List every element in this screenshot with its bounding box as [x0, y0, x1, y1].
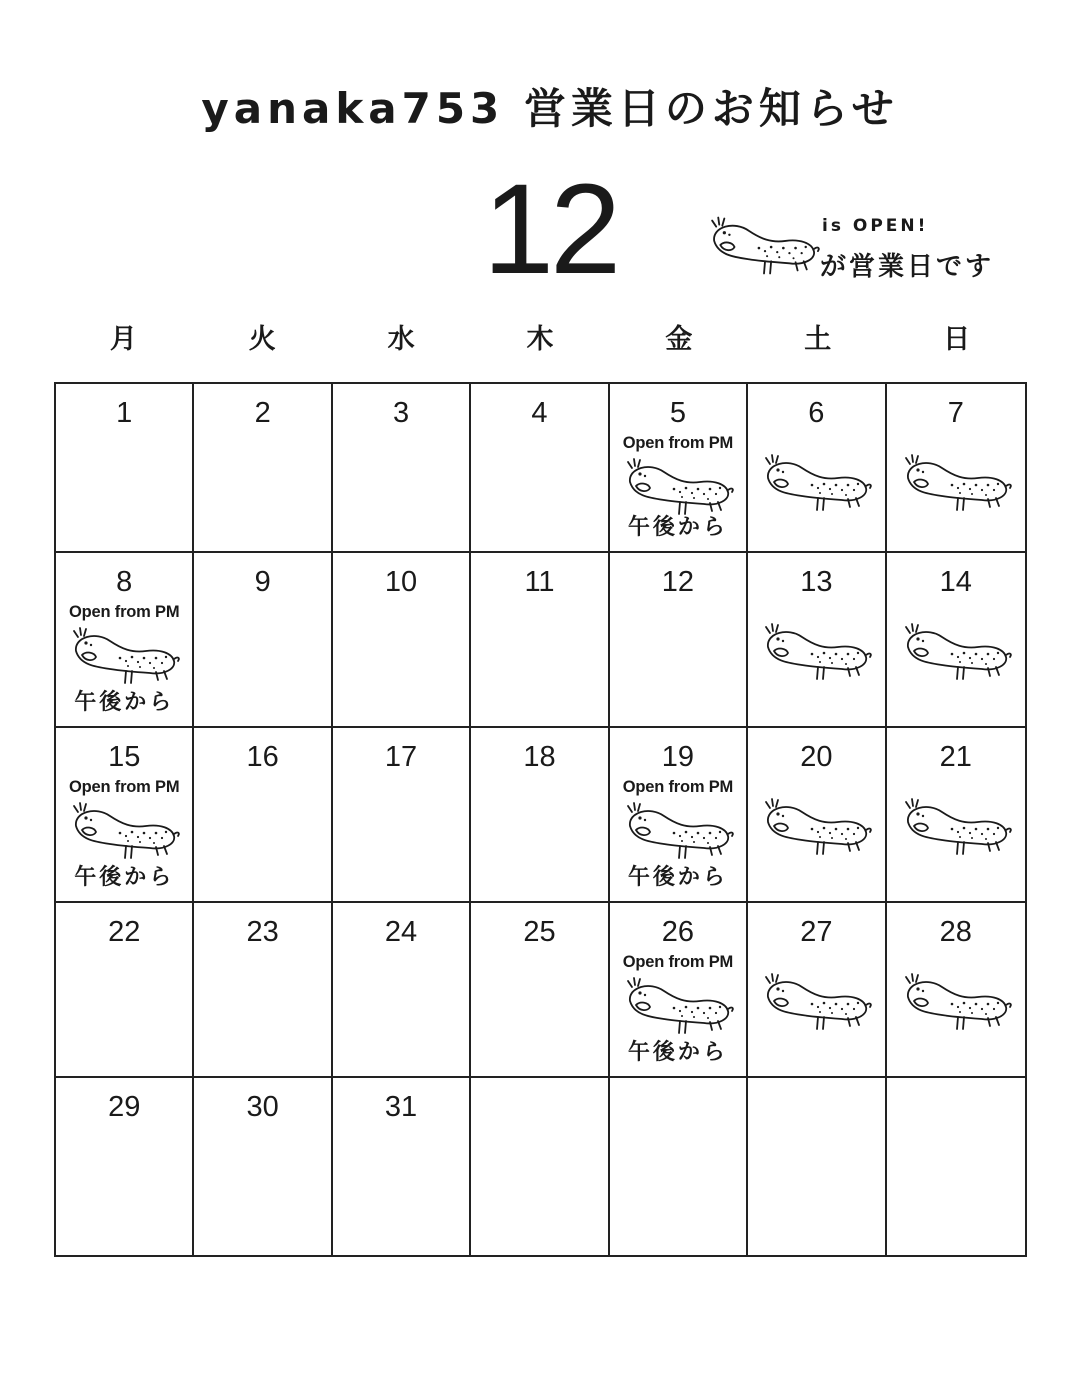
- calendar-cell: [887, 384, 1025, 553]
- spotted-seal-creature-icon: [758, 794, 874, 860]
- day-number: 29: [108, 1091, 141, 1123]
- creature-drawing: [758, 450, 874, 516]
- calendar-cell: [333, 384, 471, 553]
- day-number: 30: [246, 1091, 279, 1123]
- calendar-cell: [56, 384, 194, 553]
- spotted-seal-creature-icon: [898, 450, 1014, 516]
- weekday-sat: 土: [804, 324, 832, 355]
- calendar-cell-empty: [748, 1078, 886, 1257]
- open-from-pm-label: Open from PM: [622, 434, 734, 452]
- creature-drawing: [66, 623, 182, 689]
- calendar-cell-empty: [471, 1078, 609, 1257]
- day-number: 31: [384, 1091, 418, 1123]
- open-from-pm-label: Open from PM: [69, 778, 180, 796]
- spotted-seal-creature-icon: [758, 619, 874, 685]
- creature-drawing: [620, 798, 736, 864]
- creature-drawing: [758, 969, 874, 1035]
- day-number: 19: [661, 741, 695, 773]
- day-number: 20: [800, 741, 833, 773]
- day-number: 7: [947, 397, 964, 429]
- spotted-seal-creature-icon: [898, 794, 1014, 860]
- calendar-cell: [56, 1078, 194, 1257]
- day-number: 8: [116, 566, 133, 598]
- day-number: 15: [108, 741, 141, 773]
- calendar-cell: [748, 903, 886, 1078]
- calendar-cell: [610, 903, 748, 1078]
- day-number: 25: [523, 916, 556, 948]
- calendar-cell-empty: [887, 1078, 1025, 1257]
- day-number: 27: [800, 916, 833, 948]
- calendar-cell: [748, 553, 886, 728]
- creature-drawing: [66, 798, 182, 864]
- open-from-pm-label: Open from PM: [69, 603, 180, 621]
- day-number: 11: [524, 566, 555, 598]
- spotted-seal-creature-icon: [704, 212, 822, 280]
- calendar-cell: [748, 384, 886, 553]
- afternoon-label-jp: 午後から: [627, 865, 728, 890]
- creature-drawing: [898, 450, 1014, 516]
- day-number: 28: [939, 916, 972, 948]
- calendar-cell: [194, 384, 332, 553]
- spotted-seal-creature-icon: [66, 798, 182, 864]
- legend-creature-drawing: [704, 212, 822, 280]
- day-number: 24: [384, 916, 418, 948]
- afternoon-label-jp: 午後から: [74, 865, 175, 890]
- day-number: 22: [108, 916, 141, 948]
- day-number: 18: [523, 741, 556, 773]
- spotted-seal-creature-icon: [620, 973, 736, 1039]
- creature-drawing: [758, 619, 874, 685]
- day-number: 12: [661, 566, 695, 598]
- spotted-seal-creature-icon: [898, 969, 1014, 1035]
- weekday-mon: 月: [109, 324, 137, 355]
- afternoon-label-jp: 午後から: [627, 515, 728, 540]
- weekday-fri: 金: [665, 324, 693, 355]
- day-number: 6: [808, 397, 825, 429]
- calendar-cell-empty: [610, 1078, 748, 1257]
- day-number: 14: [939, 566, 972, 598]
- day-number: 5: [669, 397, 686, 429]
- calendar-cell: [471, 728, 609, 903]
- spotted-seal-creature-icon: [758, 969, 874, 1035]
- spotted-seal-creature-icon: [758, 450, 874, 516]
- spotted-seal-creature-icon: [66, 623, 182, 689]
- calendar-cell: [333, 903, 471, 1078]
- calendar-cell: [333, 728, 471, 903]
- calendar-cell: [194, 553, 332, 728]
- legend-text-jp: が営業日です: [820, 252, 995, 282]
- weekday-header-row: [54, 318, 1026, 368]
- open-from-pm-label: Open from PM: [622, 778, 734, 796]
- calendar-cell: [887, 728, 1025, 903]
- calendar-cell: [471, 553, 609, 728]
- day-number: 21: [939, 741, 972, 773]
- calendar-cell: [56, 903, 194, 1078]
- spotted-seal-creature-icon: [620, 798, 736, 864]
- weekday-wed: 水: [387, 324, 415, 355]
- creature-drawing: [898, 969, 1014, 1035]
- calendar-cell: [887, 903, 1025, 1078]
- calendar-cell: [610, 728, 748, 903]
- calendar-cell: [194, 1078, 332, 1257]
- day-number: 16: [246, 741, 279, 773]
- day-number: 10: [384, 566, 418, 598]
- day-number: 4: [531, 397, 548, 429]
- day-number: 23: [246, 916, 279, 948]
- weekday-thu: 木: [526, 324, 554, 355]
- day-number: 9: [254, 566, 271, 598]
- open-from-pm-label: Open from PM: [622, 953, 734, 971]
- calendar-cell: [887, 553, 1025, 728]
- creature-drawing: [898, 619, 1014, 685]
- day-number: 13: [800, 566, 833, 598]
- spotted-seal-creature-icon: [898, 619, 1014, 685]
- legend-text-en: is OPEN!: [822, 216, 929, 236]
- calendar-cell: [610, 553, 748, 728]
- day-number: 3: [392, 397, 410, 429]
- day-number: 2: [254, 397, 271, 429]
- calendar-cell: [610, 384, 748, 553]
- calendar-cell: [471, 384, 609, 553]
- weekday-tue: 火: [248, 324, 276, 355]
- calendar-cell: [471, 903, 609, 1078]
- calendar-cell: [333, 553, 471, 728]
- day-number: 17: [384, 741, 418, 773]
- calendar-cell: [333, 1078, 471, 1257]
- calendar-cell: [748, 728, 886, 903]
- afternoon-label-jp: 午後から: [74, 690, 175, 715]
- calendar-grid: [54, 382, 1027, 1257]
- page-title: yanaka753 営業日のお知らせ: [201, 84, 899, 133]
- calendar-cell: [56, 728, 194, 903]
- calendar-cell: [194, 903, 332, 1078]
- weekday-sun: 日: [943, 324, 971, 355]
- creature-drawing: [898, 794, 1014, 860]
- day-number: 1: [116, 397, 133, 429]
- creature-drawing: [758, 794, 874, 860]
- calendar-cell: [194, 728, 332, 903]
- creature-drawing: [620, 973, 736, 1039]
- month-number: 12: [482, 158, 618, 301]
- day-number: 26: [661, 916, 695, 948]
- afternoon-label-jp: 午後から: [627, 1040, 728, 1065]
- calendar-cell: [56, 553, 194, 728]
